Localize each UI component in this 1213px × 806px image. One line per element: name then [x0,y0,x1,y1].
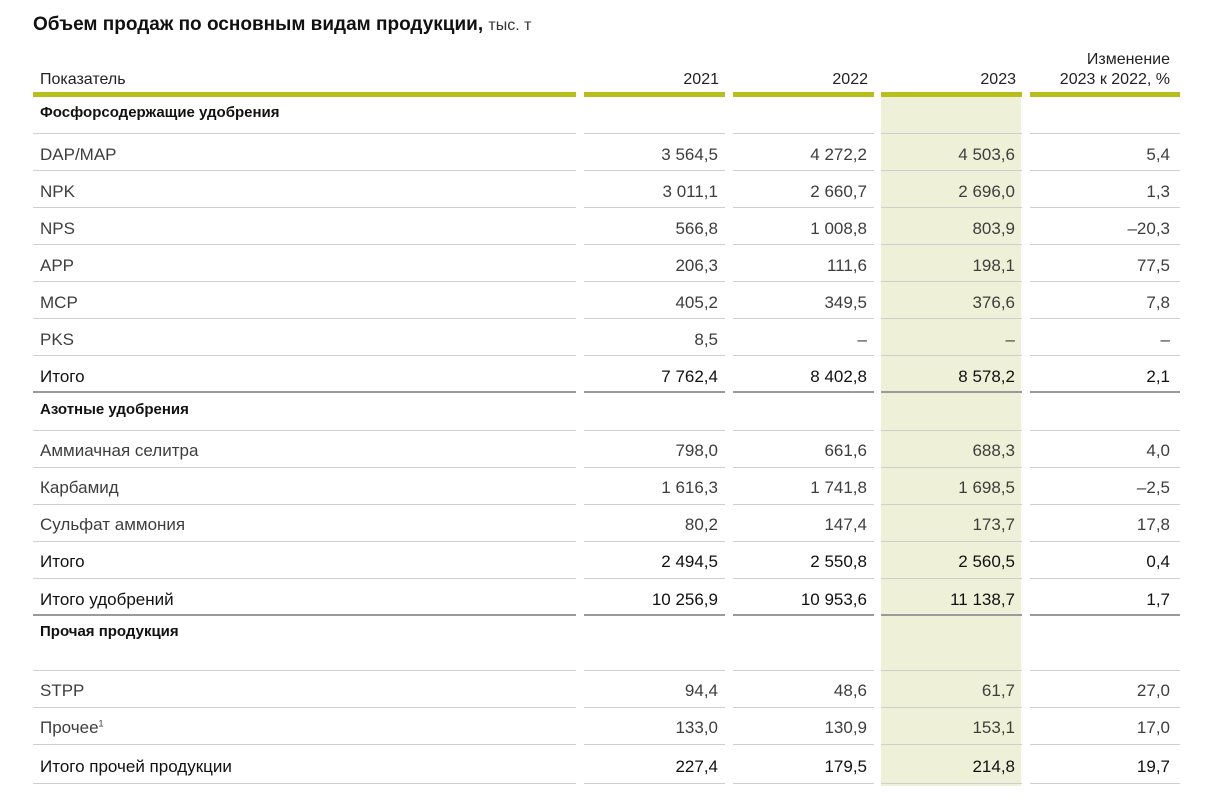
row-label: PKS [40,330,75,349]
row-divider [584,670,725,671]
row-divider [584,133,725,134]
section-divider [1030,614,1180,616]
row-divider [33,170,576,171]
value-2023: 2 560,5 [958,552,1015,571]
row-divider [584,541,725,542]
row-divider [733,744,874,745]
row-divider [1030,318,1180,319]
row-divider [1030,355,1180,356]
row-divider [881,707,1022,708]
row-divider [1030,207,1180,208]
header-accent-line [584,92,725,97]
section-divider [1030,391,1180,393]
value-2022: 179,5 [824,757,867,776]
value-change: 0,4 [1146,552,1170,571]
row-divider [33,244,576,245]
row-divider [584,207,725,208]
row-label: Итого удобрений [40,590,174,609]
value-2021: 3 011,1 [662,182,718,201]
value-2022: 2 660,7 [810,182,867,201]
row-divider [1030,744,1180,745]
value-2022: 147,4 [824,515,867,534]
value-2022: 1 008,8 [810,219,867,238]
value-change: 4,0 [1146,441,1170,460]
row-divider [881,244,1022,245]
value-2023: 376,6 [972,293,1015,312]
value-2021: 80,2 [684,515,718,534]
row-divider [33,541,576,542]
row-divider [33,744,576,745]
row-divider [584,355,725,356]
value-2023: 2 696,0 [958,182,1015,201]
value-2023: 1 698,5 [958,478,1015,497]
value-2023: 173,7 [972,515,1015,534]
row-label: Аммиачная селитра [40,441,199,460]
row-label: Итого [40,367,85,386]
row-divider [733,430,874,431]
row-divider [733,783,874,784]
row-divider [33,467,576,468]
row-divider [33,504,576,505]
header-accent-line [1030,92,1180,97]
section-heading-nitrogen: Азотные удобрения [40,401,189,418]
value-2023: 803,9 [972,219,1015,238]
row-divider [33,207,576,208]
row-divider [584,467,725,468]
value-2023: 11 138,7 [950,590,1015,609]
row-divider [733,355,874,356]
value-2021: 227,4 [675,757,718,776]
value-2022: 10 953,6 [800,590,867,609]
value-2021: 405,2 [675,293,718,312]
value-2021: 2 494,5 [661,552,718,571]
section-divider [733,614,874,616]
row-divider [33,578,576,579]
row-divider [881,281,1022,282]
row-divider [1030,707,1180,708]
row-divider [33,355,576,356]
header-accent-line [881,92,1022,97]
row-divider [33,707,576,708]
row-divider [1030,783,1180,784]
row-divider [881,504,1022,505]
row-divider [33,670,576,671]
row-divider [33,430,576,431]
value-2022: 349,5 [824,293,867,312]
value-change: –20,3 [1127,219,1170,238]
value-change: 77,5 [1136,256,1170,275]
section-divider [584,391,725,393]
row-divider [1030,281,1180,282]
value-change: 17,0 [1136,718,1170,737]
table-title-main: Объем продаж по основным видам продукции, [33,14,484,35]
header-accent-line [33,92,576,97]
header-2022: 2022 [832,71,868,88]
value-change: – [1160,330,1170,349]
row-divider [733,244,874,245]
row-label: DAP/MAP [40,145,117,164]
value-2022: 2 550,8 [810,552,867,571]
value-2022: 130,9 [824,718,867,737]
value-2021: 94,4 [684,681,718,700]
value-2022: 1 741,8 [810,478,867,497]
row-divider [1030,467,1180,468]
row-divider [1030,578,1180,579]
value-change: 27,0 [1136,681,1170,700]
value-2022: 48,6 [833,681,867,700]
header-change-line1: Изменение [1086,51,1170,68]
row-divider [584,504,725,505]
section-heading-phosphate: Фосфорсодержащие удобрения [40,104,280,121]
row-divider [584,707,725,708]
row-divider [733,467,874,468]
row-divider [733,670,874,671]
row-divider [733,170,874,171]
value-2022: 4 272,2 [810,145,867,164]
row-label: Карбамид [40,478,119,497]
row-divider [584,170,725,171]
value-2021: 10 256,9 [651,590,718,609]
value-change: 5,4 [1146,145,1170,164]
row-divider [881,670,1022,671]
row-divider [881,541,1022,542]
value-2021: 206,3 [675,256,718,275]
row-divider [881,355,1022,356]
value-change: –2,5 [1136,478,1170,497]
row-divider [1030,133,1180,134]
row-divider [1030,170,1180,171]
table-title [33,12,531,39]
row-label: STPP [40,681,85,700]
section-divider [881,391,1022,393]
row-label-with-footnote [40,718,104,738]
value-2021: 7 762,4 [661,367,718,386]
value-2021: 133,0 [675,718,718,737]
row-divider [584,744,725,745]
row-divider [733,504,874,505]
value-2023: 198,1 [972,256,1015,275]
row-divider [881,430,1022,431]
row-divider [881,467,1022,468]
row-divider [33,783,576,784]
value-change: 1,3 [1146,182,1170,201]
value-2022: 111,6 [826,256,867,275]
row-divider [584,281,725,282]
header-indicator: Показатель [40,71,126,88]
value-2023: 214,8 [972,757,1015,776]
section-divider [881,614,1022,616]
value-2023: 8 578,2 [958,367,1015,386]
row-divider [33,318,576,319]
value-2023: 61,7 [981,681,1015,700]
row-divider [881,207,1022,208]
row-label: Итого прочей продукции [40,757,232,776]
value-2023: 688,3 [972,441,1015,460]
row-divider [733,207,874,208]
row-label: NPK [40,182,75,201]
row-divider [881,318,1022,319]
row-divider [584,318,725,319]
header-2021: 2021 [683,71,719,88]
header-change-line2: 2023 к 2022, % [1059,71,1170,88]
header-2023: 2023 [980,71,1016,88]
value-change: 2,1 [1146,367,1170,386]
value-2021: 3 564,5 [661,145,718,164]
value-2021: 566,8 [675,219,718,238]
row-divider [733,318,874,319]
row-divider [584,578,725,579]
row-divider [881,783,1022,784]
row-label: Сульфат аммония [40,515,186,534]
value-2022: 8 402,8 [810,367,867,386]
value-2023: 4 503,6 [958,145,1015,164]
row-divider [584,244,725,245]
row-divider [1030,541,1180,542]
row-divider [733,133,874,134]
section-divider [584,614,725,616]
row-divider [584,430,725,431]
row-label: Итого [40,552,85,571]
row-divider [881,133,1022,134]
row-divider [1030,430,1180,431]
row-divider [733,541,874,542]
header-accent-line [733,92,874,97]
value-2021: 1 616,3 [661,478,718,497]
value-2021: 798,0 [675,441,718,460]
value-change: 7,8 [1146,293,1170,312]
table-title-unit: тыс. т [488,17,532,34]
row-label: NPS [40,219,75,238]
row-divider [584,783,725,784]
row-divider [733,707,874,708]
footnote-marker: 1 [98,718,104,729]
value-2023: – [1005,330,1015,349]
row-label: MCP [40,293,78,312]
section-divider [33,614,576,616]
section-heading-other: Прочая продукция [40,623,179,640]
value-2021: 8,5 [694,330,718,349]
value-change: 17,8 [1136,515,1170,534]
row-divider [881,170,1022,171]
row-divider [1030,504,1180,505]
row-divider [733,281,874,282]
value-2022: 661,6 [824,441,867,460]
row-label: APP [40,256,75,275]
row-label: Прочее [40,718,99,737]
header-change [1060,50,1170,90]
value-change: 19,7 [1136,757,1170,776]
value-2023: 153,1 [972,718,1015,737]
value-change: 1,7 [1146,590,1170,609]
row-divider [881,578,1022,579]
row-divider [1030,670,1180,671]
section-divider [733,391,874,393]
row-divider [733,578,874,579]
row-divider [881,744,1022,745]
row-divider [33,281,576,282]
row-divider [1030,244,1180,245]
row-divider [33,133,576,134]
value-2022: – [857,330,867,349]
section-divider [33,391,576,393]
